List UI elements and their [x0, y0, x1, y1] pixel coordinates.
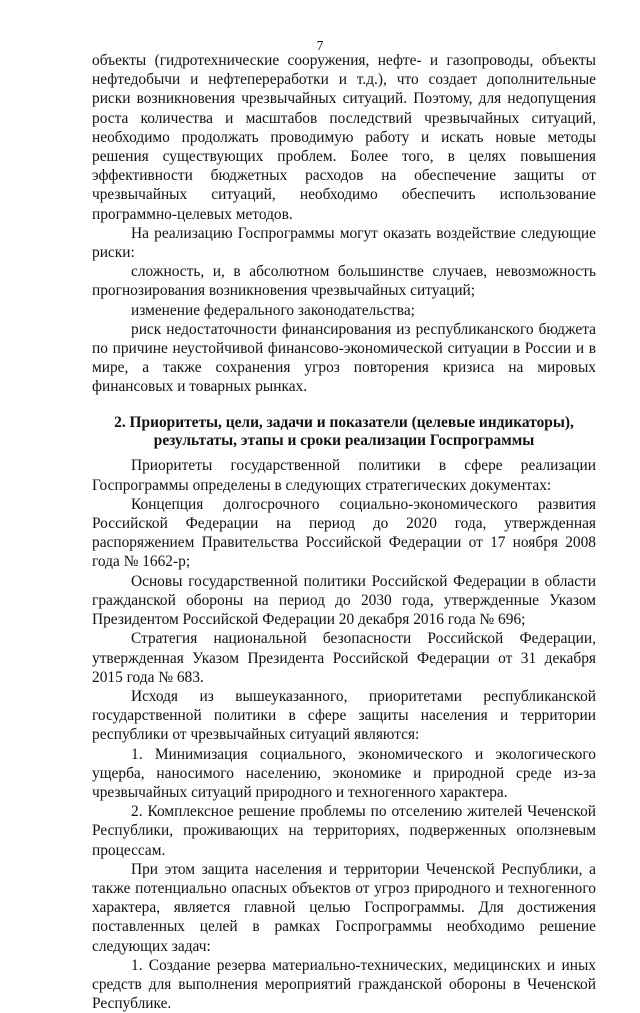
document-body	[92, 51, 596, 1013]
section-heading-line-1: 2. Приоритеты, цели, задачи и показатели (целевые индикаторы),	[114, 413, 574, 431]
paragraph-task-1: 1. Создание резерва материально-технических, медицинских и иных средств для выполнения мероприятий гражданской обороны в Чеченской Республике.	[92, 956, 596, 1013]
section-heading-line-2: результаты, этапы и сроки реализации Госпрограммы	[153, 432, 535, 450]
paragraph-priority-2: 2. Комплексное решение проблемы по отселению жителей Чеченской Республики, проживающих на территориях, подверженных оползневым процессам.	[92, 803, 596, 859]
paragraph-priority-1: 1. Минимизация социального, экономического и экологического ущерба, наносимого населению, экономике и природной среде из-за чрезвычайных ситуаций природного и техногенного характера.	[92, 745, 596, 801]
page-number: 7	[316, 38, 324, 53]
paragraph-main-goal: При этом защита населения и территории Чеченской Республики, а также потенциально опасных объектов от угроз природного и техногенного характера, является главной целью Госпрограммы. Для достижения поставленных целей в рамках Госпрограммы необходимо решение следующих задач:	[92, 860, 596, 955]
paragraph-risk-complexity: сложность, и, в абсолютном большинстве случаев, невозможность прогнозирования возникновения чрезвычайных ситуаций;	[92, 263, 596, 300]
paragraph-risks-context: объекты (гидротехнические сооружения, нефте- и газопроводы, объекты нефтедобычи и нефтепереработки и т.д.), что создает дополнительные риски возникновения чрезвычайных ситуаций. Поэтому, для недопущения роста количества и масштабов последствий чрезвычайных ситуаций, необходимо продолжать проводимую работу и искать новые методы решения существующих проблем. Более того, в целях повышения эффективности бюджетных расходов на обеспечение защиты от чрезвычайных ситуаций, необходимо обеспечить использование программно-целевых методов.	[92, 52, 596, 223]
paragraph-risk-legislation: изменение федерального законодательства;	[131, 301, 415, 319]
paragraph-concept-2020: Концепция долгосрочного социально-экономического развития Российской Федерации на период до 2020 года, утвержденная распоряжением Правительства Российской Федерации от 17 ноября 2008 года № 1662-р;	[92, 495, 596, 571]
paragraph-risks-intro: На реализацию Госпрограммы могут оказать воздействие следующие риски:	[92, 224, 596, 262]
paragraph-security-strategy: Стратегия национальной безопасности Российской Федерации, утвержденная Указом Президента Российской Федерации от 31 декабря 2015 года № 683.	[92, 630, 596, 686]
paragraph-civil-defense-basics: Основы государственной политики Российской Федерации в области гражданской обороны на период до 2030 года, утвержденные Указом Президентом Российской Федерации 20 декабря 2016 года № 696;	[92, 572, 596, 629]
paragraph-priorities: Приоритеты государственной политики в сфере реализации Госпрограммы определены в следующих стратегических документах:	[92, 457, 596, 494]
paragraph-republican-priorities: Исходя из вышеуказанного, приоритетами республиканской государственной политики в сфере защиты населения и территории республики от чрезвычайных ситуаций являются:	[92, 687, 596, 744]
section-heading	[92, 414, 596, 451]
paragraph-risk-financing: риск недостаточности финансирования из республиканского бюджета по причине неустойчивой финансово-экономической ситуации в России и в мире, а также сохранения угроз повторения кризиса на мировых финансовых и товарных рынках.	[92, 320, 596, 396]
